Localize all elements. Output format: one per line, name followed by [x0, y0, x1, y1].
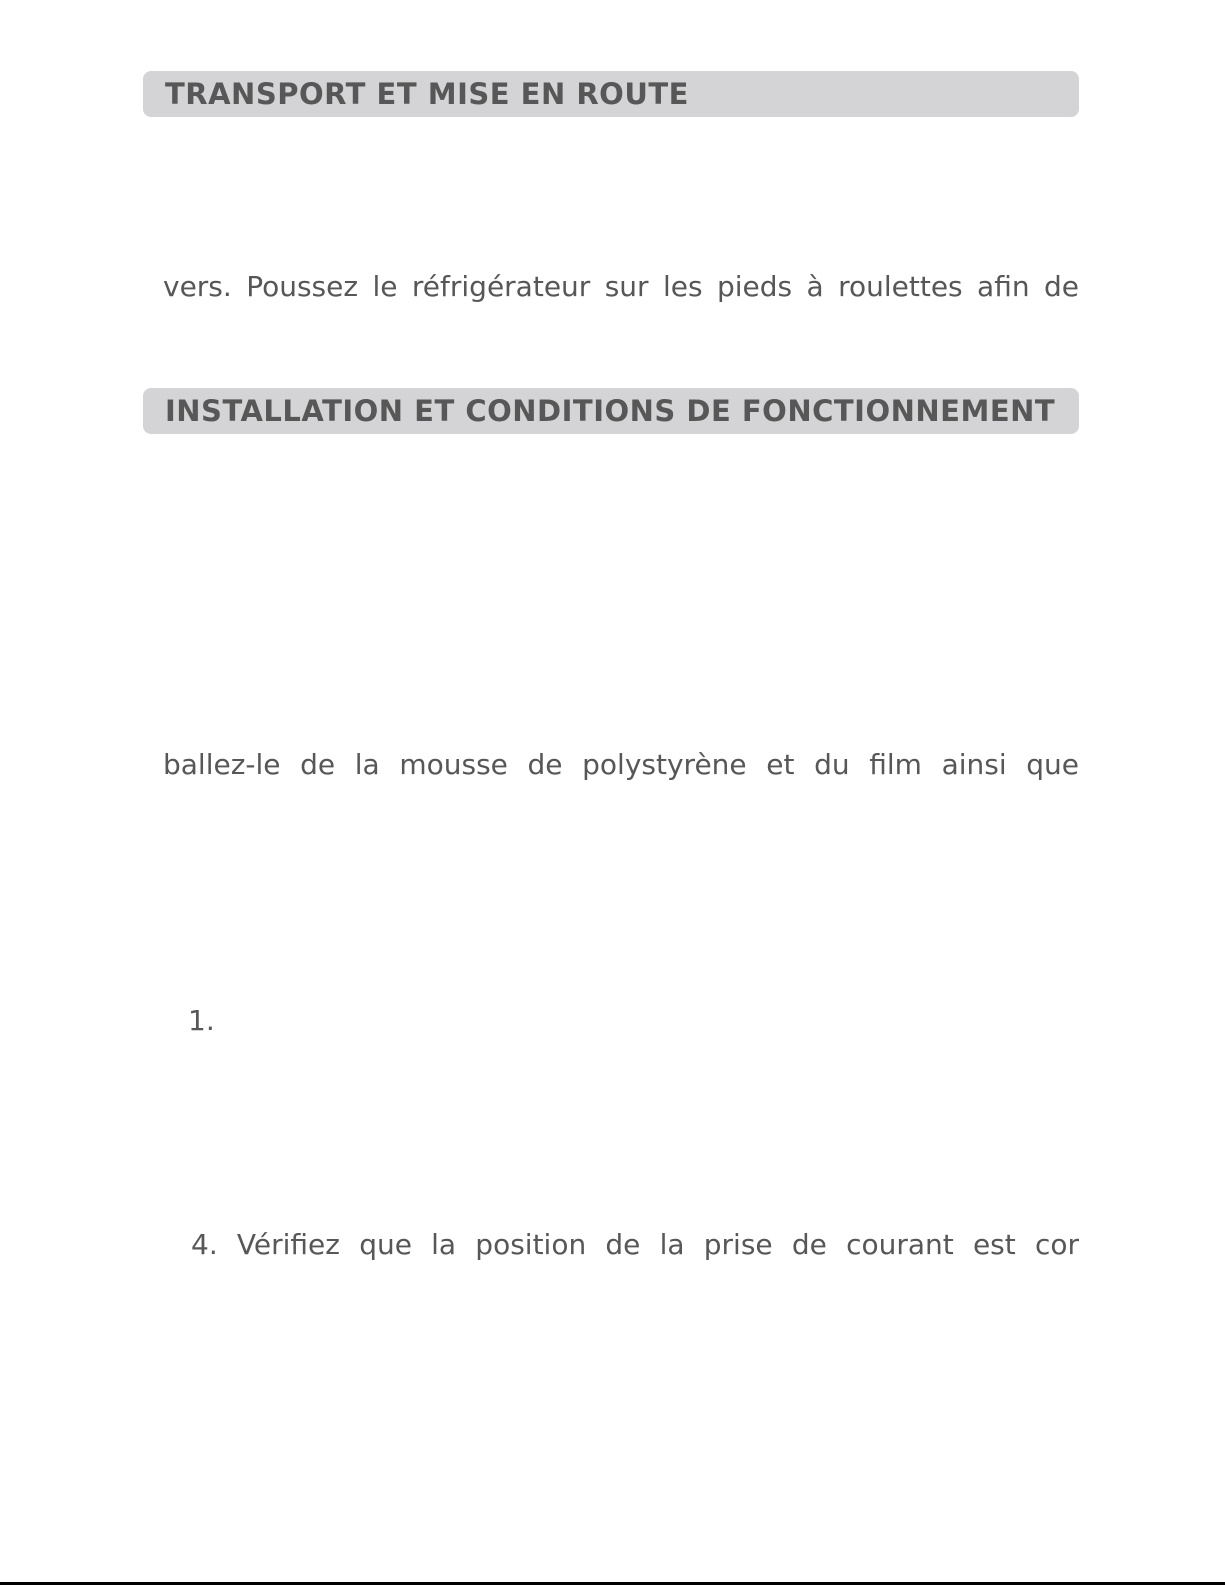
list-item-1: 1.	[188, 1004, 215, 1037]
section-header-installation: INSTALLATION ET CONDITIONS DE FONCTIONNEMENT	[143, 388, 1079, 434]
section-header-transport: TRANSPORT ET MISE EN ROUTE	[143, 71, 1079, 117]
installation-text-line: ballez-le de la mousse de polystyrène et du film ainsi que	[163, 748, 1079, 781]
list-item-4: 4. Vérifiez que la position de la prise de courant est cor	[191, 1228, 1079, 1261]
transport-text-line: vers. Poussez le réfrigérateur sur les pieds à roulettes afin de	[163, 270, 1079, 303]
